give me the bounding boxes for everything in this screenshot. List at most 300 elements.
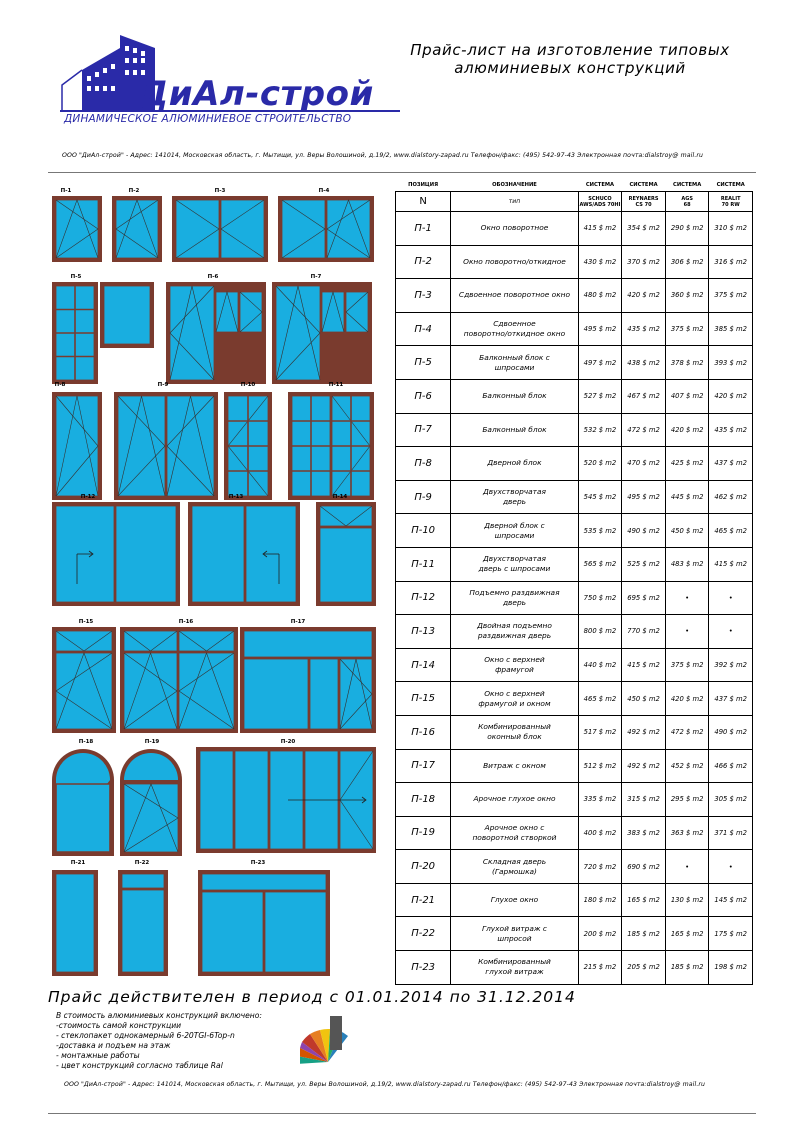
type-line: Подъемно раздвижная [469,587,560,597]
type-cell [451,312,578,346]
price-cell: 435 $ m2 [709,413,753,447]
type-cell [451,850,578,884]
window-pane [56,631,112,651]
window-label: П-12 [80,494,96,500]
price-cell: 490 $ m2 [622,514,666,548]
type-line: Балконный блок с [479,352,550,362]
price-cell: 420 $ m2 [665,682,709,716]
type-cell [451,581,578,615]
type-line: фрамугой [495,665,534,675]
price-cell: 720 $ m2 [578,850,622,884]
price-cell: 525 $ m2 [622,547,666,581]
type-cell [451,715,578,749]
price-cell: 145 $ m2 [709,883,753,917]
window-pane [192,506,244,602]
window-label: П-13 [228,494,244,500]
price-cell: • [709,615,753,649]
type-line: Сдвоенное поворотное окно [458,290,571,300]
price-cell: 497 $ m2 [578,346,622,380]
type-line: шпросами [494,362,535,372]
position-cell: П-8 [396,447,451,481]
price-cell: 770 $ m2 [622,615,666,649]
window-label: П-2 [128,188,140,194]
price-cell: 400 $ m2 [578,816,622,850]
price-cell: 450 $ m2 [622,682,666,716]
position-cell: П-10 [396,514,451,548]
window-label: П-5 [70,274,82,280]
price-cell: 520 $ m2 [578,447,622,481]
window-pane [116,506,176,602]
type-cell [451,547,578,581]
type-cell [451,346,578,380]
validity-period: Прайс действителен в период с 01.01.2014 по 31.12.2014 [48,988,576,1006]
type-line: Балконный блок [482,424,547,434]
price-cell: • [665,615,709,649]
window-pane [282,200,325,258]
price-cell: 306 $ m2 [665,245,709,279]
price-cell: 420 $ m2 [709,379,753,413]
col-sub-system-schuco [578,192,622,212]
type-cell [451,816,578,850]
window-label: П-14 [332,494,348,500]
price-cell: 383 $ m2 [622,816,666,850]
position-cell: П-16 [396,715,451,749]
divider-top [48,172,756,173]
price-cell: 316 $ m2 [709,245,753,279]
window-pane [216,292,238,332]
type-cell [451,245,578,279]
price-cell: 378 $ m2 [665,346,709,380]
brand-name: ДиАл-строй [138,74,374,114]
price-cell: 470 $ m2 [622,447,666,481]
price-cell: 335 $ m2 [578,783,622,817]
price-cell: 466 $ m2 [709,749,753,783]
price-cell: 185 $ m2 [665,951,709,985]
price-cell: 545 $ m2 [578,480,622,514]
price-cell: 440 $ m2 [578,648,622,682]
table-row [396,379,753,413]
price-cell: • [665,581,709,615]
price-cell: 532 $ m2 [578,413,622,447]
system-name: REYNAERS [628,195,659,202]
type-line: Складная дверь [482,856,547,866]
window-pane [179,653,234,729]
price-cell: 690 $ m2 [622,850,666,884]
system-model: AWS/ADS 70HI [579,201,621,208]
type-cell [451,615,578,649]
col-header-position: ПОЗИЦИЯ [408,181,439,188]
price-cell: 354 $ m2 [622,212,666,246]
system-name: REALIT [720,195,741,202]
address-line-top: ООО "ДиАл-строй" - Адрес: 141014, Московская область, г. Мытищи, ул. Веры Волошиной, д.19/2, www.dialstory-zapad.ru Телефон/факс: (495) 542-97-43 Электронная почта:dialstroy@ mail.ru [62,152,704,159]
price-cell: 392 $ m2 [709,648,753,682]
window-pane [276,286,320,380]
price-cell: 185 $ m2 [622,917,666,951]
window-drawings [48,180,384,980]
type-cell [451,447,578,481]
price-cell: 370 $ m2 [622,245,666,279]
type-line: Арочное окно с [484,822,545,832]
col-sub-n: N [396,192,451,212]
type-line: Комбинированный [478,722,551,732]
type-line: Глухой витраж с [481,923,547,933]
table-row [396,346,753,380]
type-line: Сдвоенное [493,319,536,329]
window-pane [202,892,263,972]
system-name: SCHUCO [588,195,612,202]
type-line: Дверной блок с [484,520,545,530]
window-pane [235,751,268,849]
window-pane [104,286,150,344]
price-cell: 445 $ m2 [665,480,709,514]
price-cell: 430 $ m2 [578,245,622,279]
type-cell [451,480,578,514]
window-pane [124,653,177,729]
price-cell: 205 $ m2 [622,951,666,985]
system-name: AGS [681,195,693,202]
address-line-bottom: ООО "ДиАл-строй" - Адрес: 141014, Московская область, г. Мытищи, ул. Веры Волошиной, д.19/2, www.dialstory-zapad.ru Телефон/факс: (495) 542-97-43 Электронная почта:dialstroy@ mail.ru [64,1081,706,1088]
window-pane [265,892,326,972]
document-title-line2: алюминиевых конструкций [454,59,686,77]
price-cell: 175 $ m2 [709,917,753,951]
window-pane [346,292,368,332]
type-line: Комбинированный [478,957,551,967]
type-line: Двухстворчатая [482,554,546,564]
col-sub-type: тип [451,192,578,212]
window-pane [244,659,308,729]
position-cell: П-4 [396,312,451,346]
type-cell [451,883,578,917]
price-cell: 425 $ m2 [665,447,709,481]
type-line: глухой витраж [485,967,544,977]
type-line: Дверной блок [487,458,542,468]
window-label: П-15 [78,619,94,625]
price-cell: 483 $ m2 [665,547,709,581]
price-cell: 450 $ m2 [665,514,709,548]
price-cell: 435 $ m2 [622,312,666,346]
price-cell: 165 $ m2 [665,917,709,951]
type-line: Двойная подъемно [477,621,552,631]
window-pane [310,659,338,729]
type-line: Двухстворчатая [482,487,546,497]
window-pane [221,200,264,258]
window-pane [124,631,177,651]
window-label: П-10 [240,382,256,388]
price-cell: • [709,850,753,884]
window-label: П-23 [250,860,266,866]
type-line: Балконный блок [482,391,547,401]
table-row [396,581,753,615]
price-cell: 420 $ m2 [622,279,666,313]
included-heading: В стоимость алюминиевых конструкций включено: [56,1011,262,1020]
table-header-row [396,178,753,192]
window-pane [179,631,234,651]
price-cell: 472 $ m2 [665,715,709,749]
price-cell: 465 $ m2 [578,682,622,716]
position-cell: П-11 [396,547,451,581]
price-cell: 198 $ m2 [709,951,753,985]
type-line: шпросами [494,530,535,540]
window-pane [118,396,165,496]
price-cell: 375 $ m2 [665,648,709,682]
table-row [396,413,753,447]
table-row [396,749,753,783]
type-line: Окно с верхней [484,688,545,698]
position-cell: П-5 [396,346,451,380]
document-title-line1: Прайс-лист на изготовление типовых [410,41,730,59]
price-cell: 180 $ m2 [578,883,622,917]
table-row [396,447,753,481]
col-header-system-4: СИСТЕМА [716,181,745,188]
price-cell: 385 $ m2 [709,312,753,346]
col-header-designation: ОБОЗНАЧЕНИЕ [492,181,537,188]
window-pane [170,286,214,380]
window-label: П-21 [70,860,86,866]
price-cell: 480 $ m2 [578,279,622,313]
window-pane [116,200,158,258]
window-pane [320,506,372,526]
window-pane [322,292,344,332]
system-model: 70 RW [721,201,740,208]
table-row [396,715,753,749]
type-line: шпросой [497,933,532,943]
price-cell: • [665,850,709,884]
divider-bottom [48,1113,756,1114]
window-pane [240,292,262,332]
price-cell: 495 $ m2 [622,480,666,514]
table-subheader-row [396,192,753,212]
position-cell: П-21 [396,883,451,917]
included-item: -стоимость самой конструкции [56,1021,182,1030]
type-cell [451,749,578,783]
table-row [396,514,753,548]
table-row [396,648,753,682]
window-pane [122,874,164,888]
price-cell: 462 $ m2 [709,480,753,514]
type-cell [451,917,578,951]
included-item: -доставка и подъем на этаж [56,1041,171,1050]
window-label: П-19 [144,739,160,745]
price-table-body [396,212,753,985]
ral-color-fan-image [300,1010,350,1066]
window-label: П-22 [134,860,150,866]
position-cell: П-9 [396,480,451,514]
window-label: П-3 [214,188,226,194]
included-item: - цвет конструкций согласно таблице Ral [56,1061,223,1070]
type-line: оконный блок [487,732,542,742]
price-cell: 800 $ m2 [578,615,622,649]
position-cell: П-14 [396,648,451,682]
table-row [396,816,753,850]
price-cell: 360 $ m2 [665,279,709,313]
price-cell: 490 $ m2 [709,715,753,749]
table-row [396,951,753,985]
window-pane [167,396,214,496]
type-cell [451,951,578,985]
price-cell: 465 $ m2 [709,514,753,548]
window-label: П-16 [178,619,194,625]
price-cell: 517 $ m2 [578,715,622,749]
price-cell: 452 $ m2 [665,749,709,783]
table-row [396,480,753,514]
type-line: (Гармошка) [491,866,537,876]
price-cell: 215 $ m2 [578,951,622,985]
price-cell: 415 $ m2 [709,547,753,581]
price-cell: • [709,581,753,615]
price-cell: 200 $ m2 [578,917,622,951]
type-line: поворотно/откидное окно [463,329,566,339]
price-cell: 165 $ m2 [622,883,666,917]
price-cell: 415 $ m2 [578,212,622,246]
price-cell: 695 $ m2 [622,581,666,615]
type-cell [451,514,578,548]
window-pane [56,784,110,852]
type-line: дверь [502,497,526,507]
col-header-system-3: СИСТЕМА [673,181,702,188]
table-row [396,245,753,279]
price-cell: 527 $ m2 [578,379,622,413]
window-label: П-17 [290,619,306,625]
table-row [396,883,753,917]
window-label: П-1 [60,188,72,194]
price-cell: 393 $ m2 [709,346,753,380]
window-pane [244,631,372,657]
price-cell: 315 $ m2 [622,783,666,817]
price-cell: 375 $ m2 [709,279,753,313]
type-line: Окно поворотно/откидное [463,256,566,266]
price-cell: 437 $ m2 [709,447,753,481]
price-cell: 495 $ m2 [578,312,622,346]
type-line: Глухое окно [490,895,539,905]
position-cell: П-3 [396,279,451,313]
table-row [396,547,753,581]
table-row [396,783,753,817]
window-label: П-4 [318,188,330,194]
price-cell: 750 $ m2 [578,581,622,615]
table-row [396,615,753,649]
window-pane [202,874,326,890]
price-cell: 420 $ m2 [665,413,709,447]
table-row [396,850,753,884]
price-table [395,178,753,985]
price-cell: 472 $ m2 [622,413,666,447]
position-cell: П-23 [396,951,451,985]
type-cell [451,648,578,682]
price-cell: 512 $ m2 [578,749,622,783]
position-cell: П-13 [396,615,451,649]
col-header-system-1: СИСТЕМА [585,181,615,188]
position-cell: П-15 [396,682,451,716]
position-cell: П-6 [396,379,451,413]
price-cell: 363 $ m2 [665,816,709,850]
price-cell: 375 $ m2 [665,312,709,346]
window-pane [176,200,219,258]
window-pane [124,784,178,852]
position-cell: П-20 [396,850,451,884]
price-cell: 492 $ m2 [622,749,666,783]
window-pane [122,890,164,972]
price-cell: 467 $ m2 [622,379,666,413]
included-item: - стеклопакет однокамерный 6-20TGI-6Top-n [56,1031,235,1040]
window-label: П-18 [78,739,94,745]
system-model: CS 70 [635,201,652,208]
window-label: П-20 [280,739,296,745]
position-cell: П-12 [396,581,451,615]
col-sub-system-realit [709,192,753,212]
type-cell [451,379,578,413]
window-pane [56,200,98,258]
position-cell: П-17 [396,749,451,783]
position-cell: П-1 [396,212,451,246]
type-cell [451,413,578,447]
window-pane [56,653,112,729]
price-cell: 290 $ m2 [665,212,709,246]
price-cell: 407 $ m2 [665,379,709,413]
col-sub-system-ags [665,192,709,212]
window-label: П-9 [157,382,169,388]
type-cell [451,682,578,716]
price-cell: 565 $ m2 [578,547,622,581]
position-cell: П-2 [396,245,451,279]
price-cell: 305 $ m2 [709,783,753,817]
col-sub-system-reynaers [622,192,666,212]
window-pane [340,659,372,729]
table-row [396,312,753,346]
type-cell [451,783,578,817]
price-cell: 535 $ m2 [578,514,622,548]
position-cell: П-19 [396,816,451,850]
type-cell [451,279,578,313]
type-line: фрамугой и окном [478,698,551,708]
table-row [396,917,753,951]
type-line: дверь с шпросами [478,564,551,574]
price-cell: 437 $ m2 [709,682,753,716]
table-row [396,279,753,313]
price-cell: 492 $ m2 [622,715,666,749]
position-cell: П-7 [396,413,451,447]
window-label: П-11 [328,382,344,388]
type-line: раздвижная дверь [477,631,552,641]
table-row [396,212,753,246]
included-item: - монтажные работы [56,1051,140,1060]
type-line: Арочное глухое окно [473,794,556,804]
window-pane [200,751,233,849]
type-line: Окно поворотное [480,223,549,233]
col-header-system-2: СИСТЕМА [629,181,658,188]
window-label: П-8 [54,382,66,388]
type-cell [451,212,578,246]
price-cell: 371 $ m2 [709,816,753,850]
price-cell: 415 $ m2 [622,648,666,682]
type-line: дверь [502,597,526,607]
position-cell: П-22 [396,917,451,951]
position-cell: П-18 [396,783,451,817]
window-pane [56,396,98,496]
price-cell: 295 $ m2 [665,783,709,817]
window-pane [320,528,372,602]
table-row [396,682,753,716]
type-line: Витраж с окном [483,760,546,770]
price-cell: 438 $ m2 [622,346,666,380]
type-line: Окно с верхней [484,655,545,665]
type-line: поворотной створкой [472,832,557,842]
window-label: П-7 [310,274,322,280]
price-cell: 310 $ m2 [709,212,753,246]
price-cell: 130 $ m2 [665,883,709,917]
window-pane [327,200,370,258]
window-pane [56,874,94,972]
brand-tagline: ДИНАМИЧЕСКОЕ АЛЮМИНИЕВОЕ СТРОИТЕЛЬСТВО [64,113,352,125]
